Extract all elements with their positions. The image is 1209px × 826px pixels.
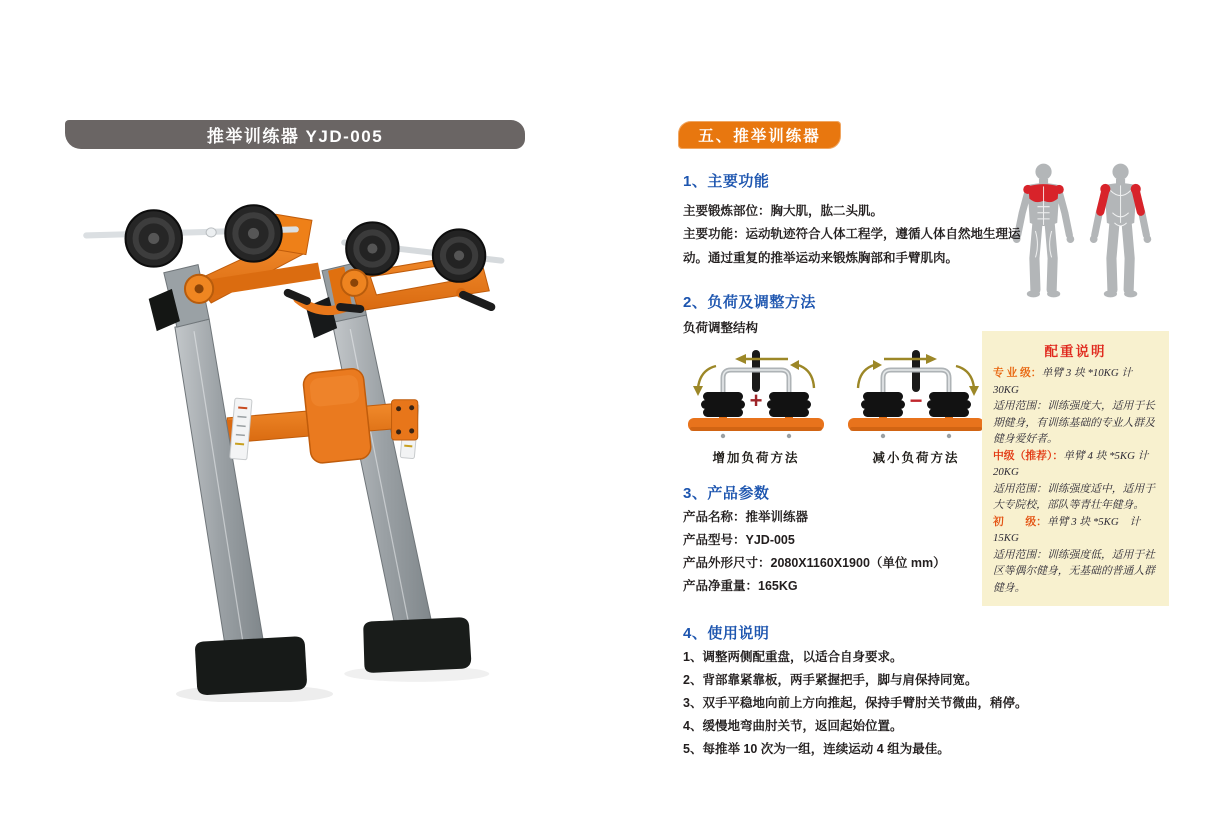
weight-entry-desc: 适用范围：训练强度大，适用于长期健身，有训练基础的专业人群及健身爱好者。 bbox=[993, 400, 1155, 445]
section-tab-label: 五、推举训练器 bbox=[698, 128, 821, 145]
rear-leg bbox=[306, 263, 471, 673]
weight-plate bbox=[433, 229, 485, 281]
back-figure bbox=[1090, 164, 1151, 298]
section3-heading: 3、产品参数 bbox=[683, 485, 770, 502]
weight-plate bbox=[126, 210, 182, 266]
front-press-arm bbox=[86, 205, 321, 303]
weight-box-title: 配重说明 bbox=[1044, 344, 1107, 359]
usage-step: 5、每推举 10 次为一组，连续运动 4 组为最佳。 bbox=[683, 742, 950, 756]
product-parameters bbox=[683, 506, 946, 598]
section1-paragraph: 主要功能：运动轨迹符合人体工程学，遵循人体自然地生理运动。通过重复的推举运动来锻炼胸部和手臂肌肉。 bbox=[683, 227, 1021, 265]
decrease-load-diagram bbox=[846, 348, 986, 443]
weight-entry-label: 初 级： bbox=[993, 515, 1047, 528]
minus-sign: − bbox=[909, 388, 923, 413]
decrease-load-label: 减小负荷方法 bbox=[872, 451, 960, 465]
usage-step: 3、双手平稳地向前上方向推起，保持手臂肘关节微曲，稍停。 bbox=[683, 696, 1028, 710]
weight-note-box bbox=[982, 331, 1169, 606]
weight-entry-spec: 单臂 3 块 *10KG 计 30KG bbox=[993, 367, 1133, 396]
weight-plate bbox=[346, 222, 398, 274]
section1-heading: 1、主要功能 bbox=[683, 173, 770, 190]
weight-entry-beginner bbox=[993, 514, 1158, 597]
weight-entry-desc: 适用范围：训练强度适中，适用于大专院校，部队等青壮年健身。 bbox=[993, 482, 1155, 511]
weight-entry-spec: 单臂 3 块 *5KG 计 15KG bbox=[993, 515, 1141, 544]
increase-load-diagram bbox=[686, 348, 826, 443]
section4-heading: 4、使用说明 bbox=[683, 625, 770, 642]
usage-step: 1、调整两侧配重盘，以适合自身要求。 bbox=[683, 650, 903, 664]
weight-plate bbox=[225, 205, 281, 261]
product-title-bar bbox=[65, 120, 525, 149]
section2-subheading: 负荷调整结构 bbox=[683, 321, 759, 335]
section2-heading: 2、负荷及调整方法 bbox=[683, 294, 816, 311]
section-tab bbox=[678, 121, 841, 149]
weight-entry-desc: 适用范围：训练强度低，适用于社区等偶尔健身，无基础的普通人群健身。 bbox=[993, 548, 1155, 594]
weight-entry-label: 中级（推荐）： bbox=[993, 449, 1064, 462]
param-row: 产品名称：推举训练器 bbox=[683, 510, 809, 524]
muscle-diagram bbox=[1003, 162, 1155, 299]
plus-sign: + bbox=[749, 388, 763, 413]
front-leg bbox=[149, 265, 307, 695]
section1-line1: 主要锻炼部位：胸大肌，肱二头肌。 bbox=[683, 204, 884, 218]
param-row: 产品型号：YJD-005 bbox=[683, 533, 795, 547]
increase-load-label: 增加负荷方法 bbox=[712, 451, 800, 465]
usage-instructions bbox=[683, 646, 1027, 761]
product-title: 推举训练器 YJD-005 bbox=[206, 127, 384, 146]
weight-entry-pro bbox=[993, 365, 1158, 448]
weight-entry-label: 专 业 级： bbox=[993, 367, 1042, 379]
param-row: 产品净重量：165KG bbox=[683, 579, 798, 593]
usage-step: 2、背部靠紧靠板，两手紧握把手，脚与肩保持同宽。 bbox=[683, 673, 978, 687]
weight-entry-spec: 单臂 4 块 *5KG 计 20KG bbox=[993, 449, 1149, 478]
weight-entry-mid bbox=[993, 448, 1158, 514]
param-row: 产品外形尺寸：2080X1160X1900（单位 mm） bbox=[683, 556, 946, 570]
machine-illustration bbox=[58, 178, 582, 702]
usage-step: 4、缓慢地弯曲肘关节，返回起始位置。 bbox=[683, 719, 903, 733]
